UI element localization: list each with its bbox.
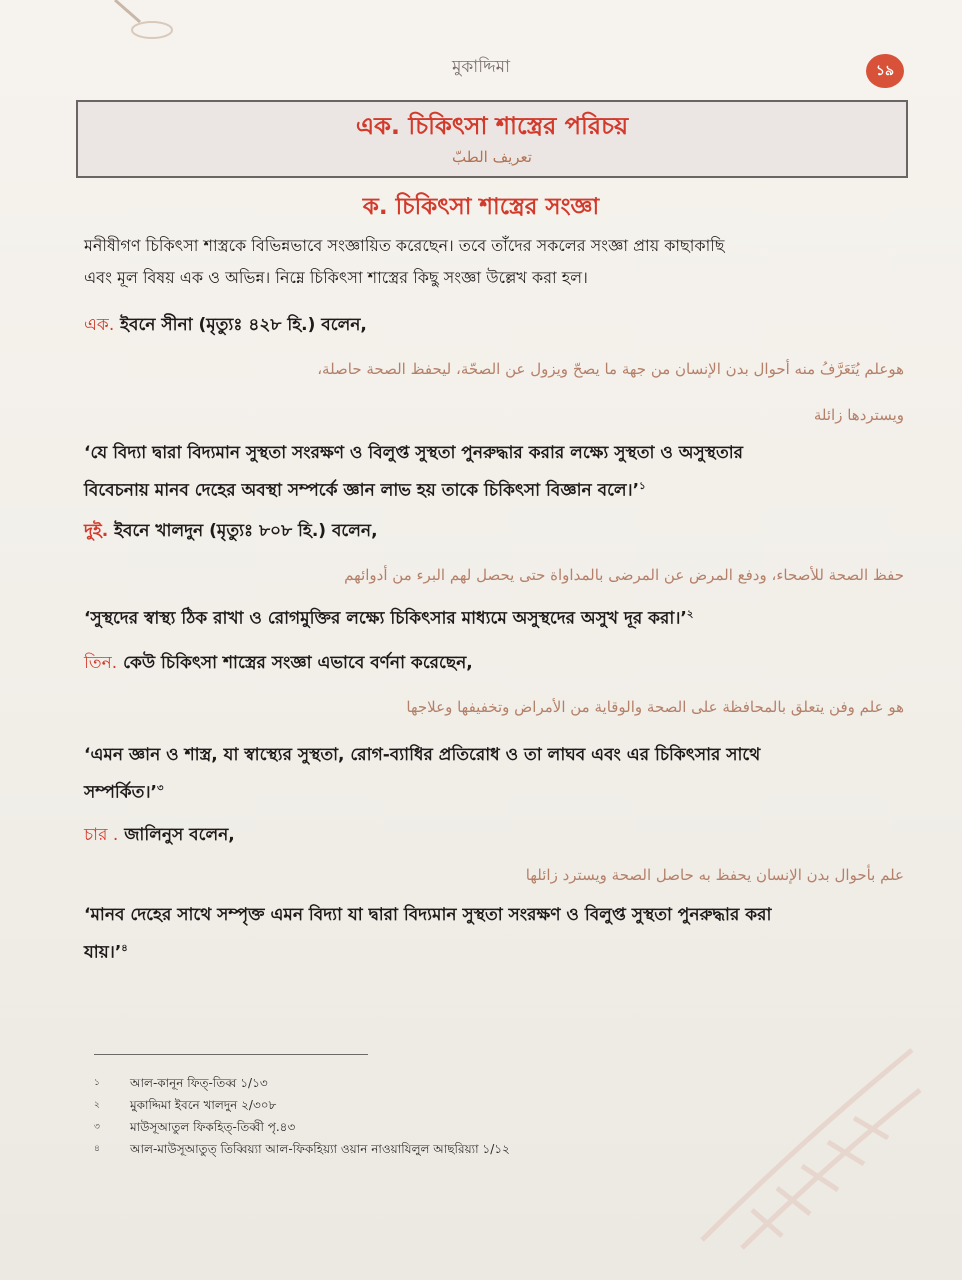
footnote-item: ৪ আল-মাউসূআতুত্ তিব্বিয়্যা আল-ফিকহিয়্যা ওয়ান নাওয়াযিলুল আছরিয়্যা ১/১২ [94, 1142, 510, 1156]
arabic-quote: هوعلم يُتَعَرَّفُ منه أحوال بدن الإنسان من جهة ما يصحّ ويزول عن الصحّة، ليحفظ الصحة حاصلة، ويستردها زائلة [317, 360, 904, 424]
arabic-quote: حفظ الصحة للأصحاء، ودفع المرض عن المرضى بالمداواة حتى يحصل لهم البرء من أدوائهم [344, 566, 904, 584]
definition-heading [84, 822, 904, 850]
running-head: মুকাদ্দিমা [451, 57, 511, 77]
arabic-quote: هو علم وفن يتعلق بالمحافظة على الصحة والوقاية من الأمراض وتخفيفها وعلاجها [406, 698, 904, 716]
bengali-translation: ‘যে বিদ্যা দ্বারা বিদ্যমান সুস্থতা সংরক্ষণ ও বিলুপ্ত সুস্থতা পুনরুদ্ধার করার লক্ষ্যে সুস্থতা ও অসুস্থতার বিবেচনায় মানব দেহের অবস্থা সম্পর্কে জ্ঞান লাভ হয় তাকে চিকিৎসা বিজ্ঞান বলে।’$^১$ [84, 443, 744, 501]
footnote-ref[interactable]: ১ [639, 481, 646, 492]
chapter-title-box [76, 100, 908, 178]
footnote-ref[interactable]: ৪ [121, 943, 128, 954]
bengali-translation: ‘মানব দেহের সাথে সম্পৃক্ত এমন বিদ্যা যা দ্বারা বিদ্যমান সুস্থতা সংরক্ষণ ও বিলুপ্ত সুস্থতা পুনরুদ্ধার করা যায়।’$^৪$ [84, 905, 772, 963]
definition-number: চার . [84, 825, 119, 845]
arabic-quote: علم بأحوال بدن الإنسان يحفظ به حاصل الصحة ويسترد زائلها [525, 866, 904, 884]
intro-line: মনীষীগণ চিকিৎসা শাস্ত্রকে বিভিন্নভাবে সংজ্ঞায়িত করেছেন। তবে তাঁদের সকলের সংজ্ঞা প্রায় কাছাকাছি [84, 236, 725, 255]
intro-paragraph [84, 230, 904, 294]
definition-source: ইবনে সীনা (মৃত্যুঃ ৪২৮ হি.) বলেন, [120, 315, 367, 335]
footnotes [94, 1072, 694, 1160]
footnote-ref[interactable]: ২ [686, 609, 694, 620]
footnote-item: ১ আল-কানূন ফিত্-তিব্ব ১/১৩ [94, 1076, 268, 1090]
footnote-item: ৩ মাউসূআতুল ফিকহিত্-তিব্বী পৃ.৪৩ [94, 1120, 296, 1134]
chapter-arabic-subtitle: تعريف الطبّ [452, 148, 532, 166]
intro-line: এবং মূল বিষয় এক ও অভিন্ন। নিম্নে চিকিৎসা শাস্ত্রের কিছু সংজ্ঞা উল্লেখ করা হল। [84, 268, 588, 287]
footnote-item: ২ মুকাদ্দিমা ইবনে খালদুন ২/৩০৮ [94, 1098, 277, 1112]
definition-heading [84, 518, 904, 546]
bengali-translation: ‘সুস্থদের স্বাস্থ্য ঠিক রাখা ও রোগমুক্তির লক্ষ্যে চিকিৎসার মাধ্যমে অসুস্থদের অসুখ দূর করা।’$^২$ [84, 608, 694, 629]
definition-number: এক. [84, 315, 115, 335]
definition-number: তিন. [84, 653, 118, 673]
page-number-badge: ১৯ [866, 54, 904, 88]
bengali-translation: ‘এমন জ্ঞান ও শাস্ত্র, যা স্বাস্থ্যের সুস্থতা, রোগ-ব্যাধির প্রতিরোধ ও তা লাঘব এবং এর চিকিৎসার সাথে সম্পর্কিত।’$^৩$ [84, 745, 761, 803]
definition-heading [84, 650, 904, 678]
definition-source: কেউ চিকিৎসা শাস্ত্রের সংজ্ঞা এভাবে বর্ণনা করেছেন, [123, 653, 473, 673]
section-title: ক. চিকিৎসা শাস্ত্রের সংজ্ঞা [362, 194, 600, 220]
definition-number: দুই. [84, 521, 109, 541]
definition-heading [84, 312, 904, 340]
chapter-title: এক. চিকিৎসা শাস্ত্রের পরিচয় [355, 112, 629, 140]
footnote-ref[interactable]: ৩ [156, 783, 164, 794]
decorative-leaf-icon [110, 0, 190, 50]
definition-source: জালিনুস বলেন, [124, 825, 235, 845]
footnote-divider [94, 1054, 368, 1055]
decorative-helix-icon [682, 1010, 922, 1250]
definition-source: ইবনে খালদুন (মৃত্যুঃ ৮০৮ হি.) বলেন, [114, 521, 378, 541]
